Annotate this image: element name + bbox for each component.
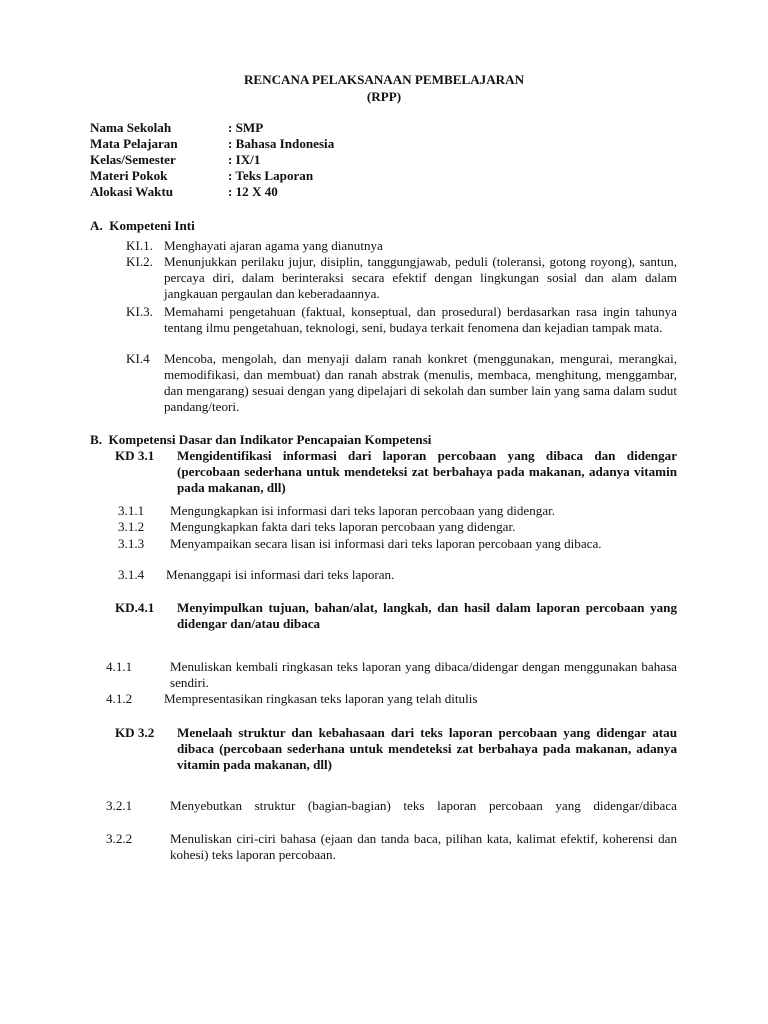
identity-label: Kelas/Semester	[90, 152, 176, 167]
kd-text: Menelaah struktur dan kebahasaan dari teks laporan percobaan yang didengar atau dibaca (percobaan sederhana untuk mendeteksi zat berbahaya pada makanan, adanya vitamin pada makanan, dll)	[177, 725, 677, 772]
kd-code: KD.4.1	[115, 600, 155, 615]
ki-code: KI.1.	[126, 238, 153, 253]
kd-code: KD 3.2	[115, 725, 155, 740]
indicator-text: Mempresentasikan ringkasan teks laporan yang telah ditulis	[164, 691, 478, 706]
section-b-heading: B. Kompetensi Dasar dan Indikator Pencapaian Kompetensi	[90, 432, 432, 447]
ki-code: KI.2.	[126, 254, 153, 269]
identity-label: Materi Pokok	[90, 168, 168, 183]
indicator-code: 3.1.3	[118, 536, 145, 551]
indicator-text: Mengungkapkan fakta dari teks laporan percobaan yang didengar.	[170, 519, 516, 534]
indicator-code: 3.1.2	[118, 519, 145, 534]
ki-code: KI.4	[126, 351, 150, 366]
document-subtitle: (RPP)	[366, 89, 402, 104]
indicator-code: 4.1.1	[106, 659, 133, 674]
ki-code: KI.3.	[126, 304, 153, 319]
identity-value: : SMP	[228, 120, 264, 135]
indicator-code: 3.1.4	[118, 567, 145, 582]
identity-label: Mata Pelajaran	[90, 136, 178, 151]
indicator-text: Menanggapi isi informasi dari teks laporan.	[166, 567, 395, 582]
section-a-heading: A. Kompeteni Inti	[90, 218, 195, 233]
ki-text: Menghayati ajaran agama yang dianutnya	[164, 238, 383, 253]
indicator-text: Menuliskan kembali ringkasan teks laporan yang dibaca/didengar dengan menggunakan bahasa sendiri.	[170, 659, 677, 690]
document-title: RENCANA PELAKSANAAN PEMBELAJARAN	[243, 72, 525, 87]
kd-code: KD 3.1	[115, 448, 155, 463]
indicator-text: Mengungkapkan isi informasi dari teks laporan percobaan yang didengar.	[170, 503, 556, 518]
identity-label: Alokasi Waktu	[90, 184, 174, 199]
ki-text: Memahami pengetahuan (faktual, konseptual, dan prosedural) berdasarkan rasa ingin tahunya tentang ilmu pengetahuan, teknologi, seni, budaya terkait fenomena dan kejadian tampak mata.	[164, 304, 677, 335]
indicator-text: Menuliskan ciri-ciri bahasa (ejaan dan tanda baca, pilihan kata, kalimat efektif, koherensi dan kohesi) teks laporan percobaan.	[170, 831, 677, 862]
identity-value: : 12 X 40	[228, 184, 278, 199]
identity-value: : Bahasa Indonesia	[228, 136, 335, 151]
indicator-code: 3.1.1	[118, 503, 145, 518]
indicator-text: Menyebutkan struktur (bagian-bagian) teks laporan percobaan yang didengar/dibaca	[170, 798, 677, 813]
ki-text: Mencoba, mengolah, dan menyaji dalam ranah konkret (menggunakan, mengurai, merangkai, memodifikasi, dan membuat) dan ranah abstrak (menulis, membaca, menghitung, menggambar, dan mengarang) sesuai dengan yang dipelajari di sekolah dan sumber lain yang sama dalam sudut pandang/teori.	[164, 351, 677, 414]
kd-text: Menyimpulkan tujuan, bahan/alat, langkah, dan hasil dalam laporan percobaan yang didengar dan/atau dibaca	[177, 600, 677, 631]
identity-value: : Teks Laporan	[228, 168, 314, 183]
kd-text: Mengidentifikasi informasi dari laporan percobaan yang dibaca dan didengar (percobaan sederhana untuk mendeteksi zat berbahaya pada makanan, adanya vitamin pada makanan, dll)	[177, 448, 677, 495]
indicator-code: 3.2.2	[106, 831, 133, 846]
indicator-text: Menyampaikan secara lisan isi informasi dari teks laporan percobaan yang dibaca.	[170, 536, 602, 551]
indicator-code: 3.2.1	[106, 798, 133, 813]
indicator-code: 4.1.2	[106, 691, 133, 706]
ki-text: Menunjukkan perilaku jujur, disiplin, tanggungjawab, peduli (toleransi, gotong royong), santun, percaya diri, dalam berinteraksi secara efektif dengan lingkungan sosial dan alam dalam jangkauan pergaulan dan keberadaannya.	[164, 254, 677, 301]
identity-label: Nama Sekolah	[90, 120, 172, 135]
identity-value: : IX/1	[228, 152, 261, 167]
